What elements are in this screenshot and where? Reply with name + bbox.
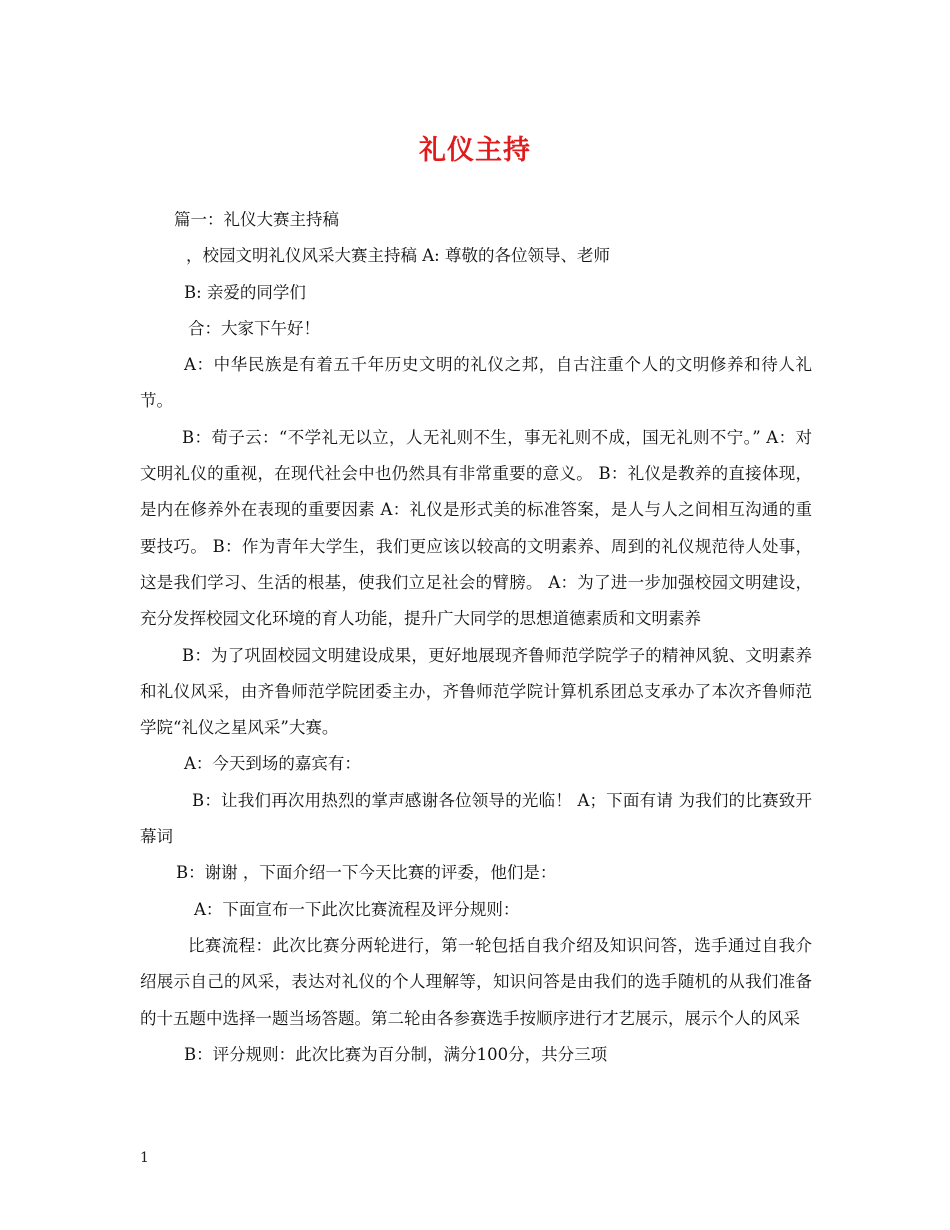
paragraph: A：中华民族是有着五千年历史文明的礼仪之邦，自古注重个人的文明修养和待人礼节。 xyxy=(140,355,812,411)
paragraph: B: 亲爱的同学们 xyxy=(184,282,306,302)
paragraph: A：下面宣布一下此次比赛流程及评分规则： xyxy=(194,899,520,919)
paragraph: A：今天到场的嘉宾有： xyxy=(184,754,361,774)
paragraph: ，校园文明礼仪风采大赛主持稿 A: 尊敬的各位领导、老师 xyxy=(186,246,610,266)
paragraph: B：荀子云：“不学礼无以立，人无礼则不生，事无礼则不成，国无礼则不宁。” A：对文明礼仪的重视，在现代社会中也仍然具有非常重要的意义。 B：礼仪是教养的直接体现，是内在修养外在表现的重要因素 A：礼仪是形式美的标准答案，是人与人之间相互沟通的重要技巧。 B：作为青年大学生，我们更应该以较高的文明素养、周到的礼仪规范待人处事，这是我们学习、生活的根基，使我们立足社会的臂膀。 A：为了进一步加强校园文明建设，充分发挥校园文化环境的育人功能，提升广大同学的思想道德素质和文明素养 xyxy=(140,427,812,629)
paragraph: B：让我们再次用热烈的掌声感谢各位领导的光临！ A；下面有请 为我们的比赛致开幕词 xyxy=(140,790,812,847)
paragraph: 合：大家下午好！ xyxy=(188,318,320,338)
page-number: 1 xyxy=(140,1150,149,1166)
paragraph: 篇一：礼仪大赛主持稿 xyxy=(174,210,339,229)
paragraph: B：谢谢 ，下面介绍一下今天比赛的评委，他们是： xyxy=(176,863,557,883)
paragraph: 比赛流程：此次比赛分两轮进行，第一轮包括自我介绍及知识问答，选手通过自我介绍展示自己的风采，表达对礼仪的个人理解等，知识问答是由我们的选手随机的从我们准备的十五题中选择一题当场答题。第二轮由各参赛选手按顺序进行才艺展示，展示个人的风采 xyxy=(140,935,812,1028)
paragraph: B：评分规则：此次比赛为百分制，满分100分，共分三项 xyxy=(184,1044,608,1064)
document-title: 礼仪主持 xyxy=(419,135,531,166)
document-body xyxy=(140,202,812,1073)
paragraph: B：为了巩固校园文明建设成果，更好地展现齐鲁师范学院学子的精神风貌、文明素养和礼仪风采，由齐鲁师范学院团委主办，齐鲁师范学院计算机系团总支承办了本次齐鲁师范学院“礼仪之星风采”大赛。 xyxy=(140,645,812,738)
